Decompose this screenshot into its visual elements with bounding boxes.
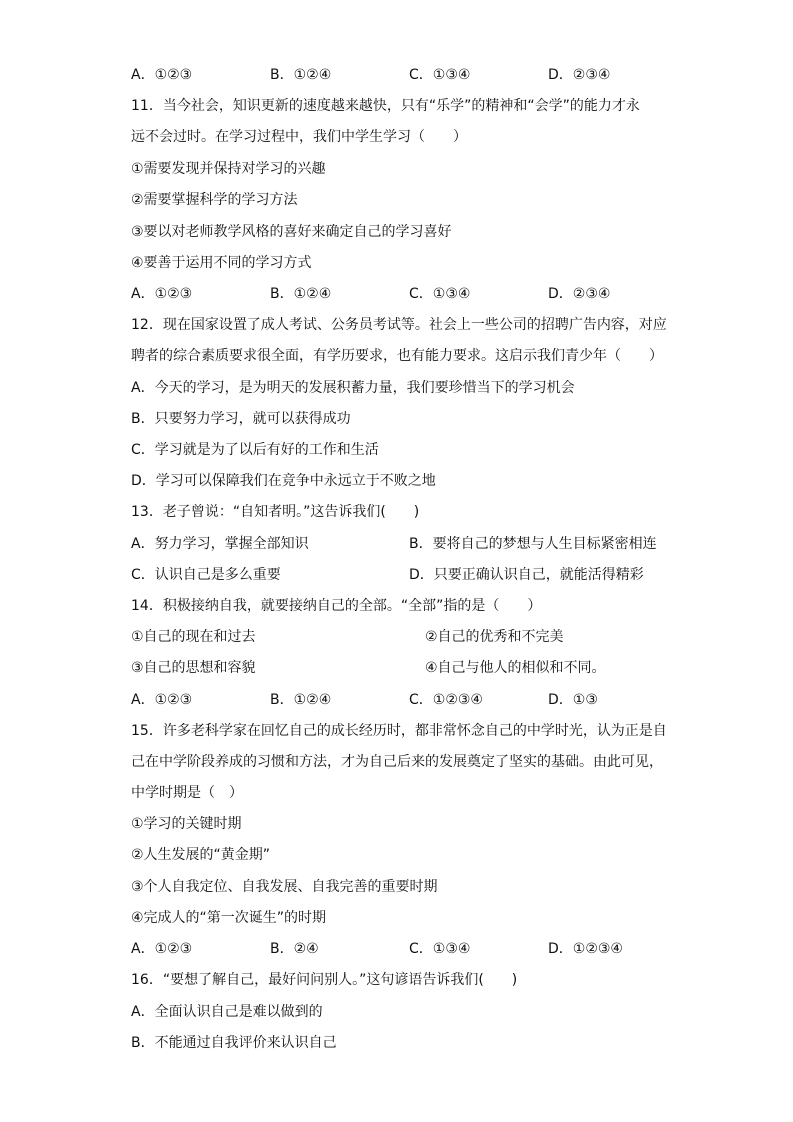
q15-item-4: ④完成人的“第一次诞生”的时期 xyxy=(131,910,327,926)
question-15-stem-end: 中学时期是（ ） xyxy=(131,785,243,801)
q11-option-b: B．①②④ xyxy=(270,286,332,302)
q11-item-1: ①需要发现并保持对学习的兴趣 xyxy=(131,161,326,177)
question-15-stem: 15．许多老科学家在回忆自己的成长经历时，都非常怀念自己的中学时光，认为正是自 xyxy=(131,723,667,739)
q14-option-c: C．①②③④ xyxy=(409,692,483,708)
question-14-stem: 14．积极接纳自我，就要接纳自己的全部。“全部”指的是（ ） xyxy=(131,598,542,614)
option-a: A．①②③ xyxy=(131,67,193,83)
option-c: C．①③④ xyxy=(409,67,471,83)
q11-item-3: ③要以对老师教学风格的喜好来确定自己的学习喜好 xyxy=(131,224,452,240)
q15-option-d: D．①②③④ xyxy=(548,941,623,957)
question-16-stem: 16．“要想了解自己，最好问问别人。”这句谚语告诉我们( ) xyxy=(131,972,518,988)
q11-item-4: ④要善于运用不同的学习方式 xyxy=(131,255,312,271)
q15-item-1: ①学习的关键时期 xyxy=(131,816,242,832)
q14-item-4: ④自己与他人的相似和不同。 xyxy=(425,660,606,676)
q14-item-2: ②自己的优秀和不完美 xyxy=(425,629,564,645)
q12-option-a: A．今天的学习，是为明天的发展积蓄力量，我们要珍惜当下的学习机会 xyxy=(131,380,575,396)
q11-option-d: D．②③④ xyxy=(548,286,611,302)
q15-option-b: B．②④ xyxy=(270,941,319,957)
question-15-stem-cont: 己在中学阶段养成的习惯和方法，才为自己后来的发展奠定了坚实的基础。由此可见， xyxy=(131,754,663,770)
question-11-stem: 11．当今社会，知识更新的速度越来越快，只有“乐学”的精神和“会学”的能力才永 xyxy=(131,98,640,114)
q14-option-d: D．①③ xyxy=(548,692,598,708)
question-11-stem-cont: 远不会过时。在学习过程中，我们中学生学习（ ） xyxy=(131,129,467,145)
q13-option-d: D．只要正确认识自己，就能活得精彩 xyxy=(409,567,644,583)
q11-option-c: C．①③④ xyxy=(409,286,471,302)
question-13-stem: 13．老子曾说：“自知者明。”这告诉我们( ) xyxy=(131,504,420,520)
q12-option-d: D．学习可以保障我们在竞争中永远立于不败之地 xyxy=(131,473,436,489)
q11-option-a: A．①②③ xyxy=(131,286,193,302)
q15-option-a: A．①②③ xyxy=(131,941,193,957)
q15-item-2: ②人生发展的“黄金期” xyxy=(131,847,271,863)
q13-option-b: B．要将自己的梦想与人生目标紧密相连 xyxy=(409,536,657,552)
question-12-stem: 12．现在国家设置了成人考试、公务员考试等。社会上一些公司的招聘广告内容，对应 xyxy=(131,317,667,333)
q12-option-b: B．只要努力学习，就可以获得成功 xyxy=(131,411,351,427)
q13-option-a: A．努力学习，掌握全部知识 xyxy=(131,536,309,552)
q16-option-b: B．不能通过自我评价来认识自己 xyxy=(131,1035,337,1051)
q14-option-b: B．①②④ xyxy=(270,692,332,708)
option-d: D．②③④ xyxy=(548,67,611,83)
question-12-stem-cont: 聘者的综合素质要求很全面，有学历要求，也有能力要求。这启示我们青少年（ ） xyxy=(131,348,663,364)
q14-option-a: A．①②③ xyxy=(131,692,193,708)
q14-item-1: ①自己的现在和过去 xyxy=(131,629,256,645)
q14-item-3: ③自己的思想和容貌 xyxy=(131,660,256,676)
q15-item-3: ③个人自我定位、自我发展、自我完善的重要时期 xyxy=(131,879,438,895)
q11-item-2: ②需要掌握科学的学习方法 xyxy=(131,192,298,208)
option-b: B．①②④ xyxy=(270,67,332,83)
q13-option-c: C．认识自己是多么重要 xyxy=(131,567,281,583)
q12-option-c: C．学习就是为了以后有好的工作和生活 xyxy=(131,442,379,458)
q15-option-c: C．①③④ xyxy=(409,941,471,957)
q16-option-a: A．全面认识自己是难以做到的 xyxy=(131,1004,323,1020)
